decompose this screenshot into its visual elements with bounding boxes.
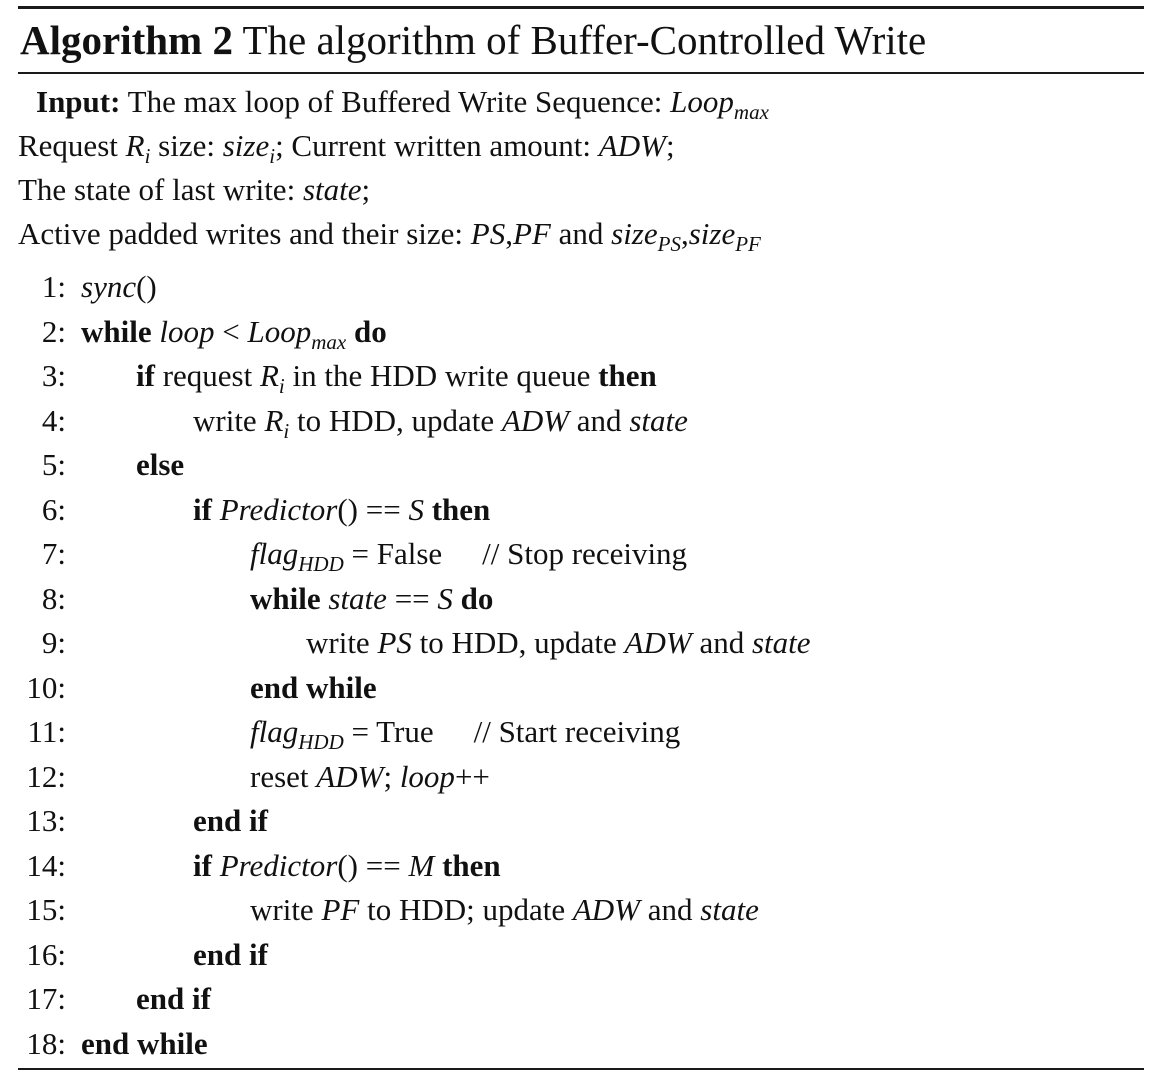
algorithm-caption bbox=[20, 14, 926, 66]
caption-title: The algorithm of Buffer-Controlled Write bbox=[242, 17, 927, 63]
algorithm-box: Algorithm 2 The algorithm of Buffer-Controlled Write Input: The max loop of Buffered Write Sequence: Loop$_{max}$ Request $R_i$ size: size$_i$; Current written amount: ADW; The state of last write: state; Active padded writes and their size: PS,PF and size$_{PS}$,size$_{PF}$ 1: sync() 2: while loop < Loop$_{max}$ do 3: if request $R_i$ in the HDD write queue then 4: write $R_i$ to HDD, update ADW and state 5: else 6: if Predictor() == S then 7: flag$_{HDD}$ = False // Stop receiving 8: while state == S do 9: write PS to HDD, update ADW and state 10: end while 11: flag$_{HDD}$ = True // Start receiving 12: reset ADW; loop++ 13: end if 14: if Predictor() == M then 15: write PF to HDD; update ADW and state 16: end if 17: end if 18: end while bbox=[18, 0, 1144, 1080]
input-line-3: The state of last write: state; bbox=[18, 172, 371, 207]
line-number: 8: bbox=[41, 580, 66, 616]
line-number: 10: bbox=[26, 669, 66, 705]
line-number: 7: bbox=[41, 536, 66, 571]
caption-rule bbox=[18, 72, 1144, 74]
comment: // Start receiving bbox=[473, 714, 681, 749]
input-line-4: Active padded writes and their size: PS,PF and size$_{PS}$,size$_{PF}$ bbox=[18, 216, 761, 256]
input-line-2: Request $R_i$ size: size$_i$; Current written amount: ADW; bbox=[18, 128, 675, 168]
line-number: 4: bbox=[41, 402, 66, 438]
line-number: 2: bbox=[41, 313, 66, 349]
line-number: 18: bbox=[26, 1025, 66, 1061]
line-number: 17: bbox=[26, 981, 66, 1016]
line-number: 11: bbox=[27, 714, 66, 749]
line-number: 13: bbox=[26, 803, 66, 838]
line-number: 9: bbox=[41, 625, 66, 660]
input-label: Input: bbox=[36, 84, 121, 119]
top-rule bbox=[18, 6, 1144, 9]
bottom-rule bbox=[18, 1068, 1144, 1070]
line-number: 5: bbox=[41, 447, 66, 482]
line-number: 3: bbox=[41, 358, 66, 393]
input-block bbox=[18, 80, 769, 256]
caption-label: Algorithm 2 bbox=[20, 17, 233, 63]
line-number: 1: bbox=[41, 269, 66, 304]
line-number: 14: bbox=[26, 847, 66, 883]
line-number: 6: bbox=[41, 491, 66, 527]
input-line-1: Input: The max loop of Buffered Write Sequence: Loop$_{max}$ bbox=[36, 84, 769, 124]
line-number: 16: bbox=[26, 936, 66, 972]
comment: // Stop receiving bbox=[482, 536, 688, 571]
line-number: 15: bbox=[26, 892, 66, 927]
line-number: 12: bbox=[26, 758, 66, 794]
